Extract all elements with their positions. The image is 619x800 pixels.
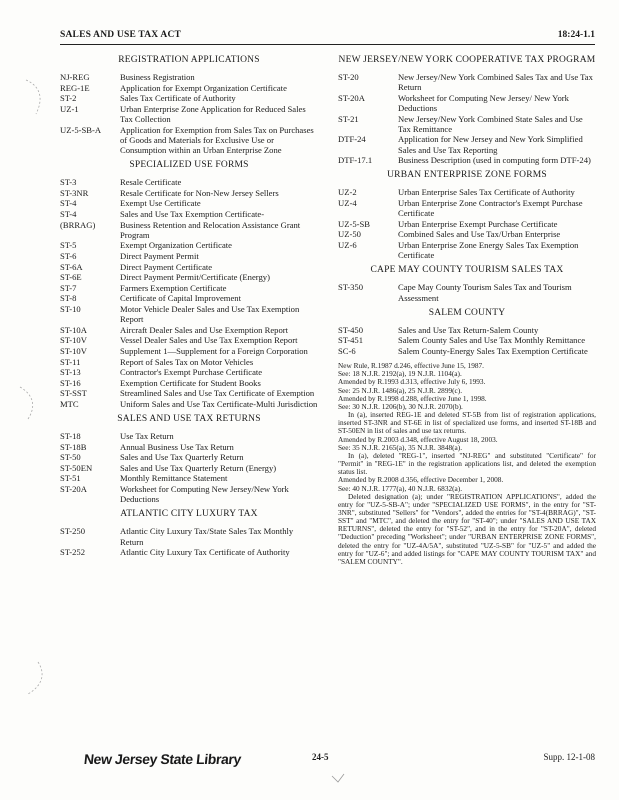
form-description: Report of Sales Tax on Motor Vehicles — [120, 356, 254, 367]
form-code: DTF-24 — [338, 134, 366, 145]
margin-scribble — [330, 772, 346, 786]
form-description: Atlantic City Luxury Tax/State Sales Tax Monthly Return — [120, 526, 294, 547]
form-description: New Jersey/New York Combined State Sales and Use Tax Remittance — [398, 113, 583, 134]
form-entry — [60, 335, 318, 345]
section-heading: SPECIALIZED USE FORMS — [129, 160, 249, 171]
form-entry — [60, 325, 318, 335]
form-code: REG-1E — [60, 82, 90, 93]
form-entry — [60, 283, 318, 293]
form-description: Vessel Dealer Sales and Use Tax Exemption Report — [120, 335, 298, 346]
form-entry — [60, 177, 318, 187]
form-entry — [338, 187, 596, 197]
form-entry — [338, 240, 596, 260]
form-code: ST-4 — [60, 208, 77, 219]
form-code: NJ-REG — [60, 72, 90, 82]
history-note: Deleted designation (a); under "REGISTRATION APPLICATIONS", added the entry for "UZ-5-SB-A"; under "SPECIALIZED USE FORMS", in the entry for "ST-3NR", substituted "Sellers" for "Vendors", added the entries for "ST-4(BRRAG)", "ST-SST" and "MTC", and deleted the entry for "ST-40"; under "SALES AND USE TAX RETURNS", deleted the entry for "ST-52", and in the entry for "ST-20A", deleted "Deduction" preceding "Worksheet"; under "URBAN ENTERPRISE ZONE FORMS", deleted the entry for "UZ-4A/5A", substituted "UZ-5-SB" for "UZ-5" and added the entry for "UZ-6"; and added listings for "CAPE MAY COUNTY TOURISM TAX" and "SALEM COUNTY". — [338, 491, 596, 566]
form-code: ST-20 — [338, 72, 359, 82]
form-entry — [60, 262, 318, 272]
form-entry — [60, 399, 318, 409]
right-column — [338, 50, 596, 566]
form-entry — [60, 357, 318, 367]
form-entry — [60, 72, 318, 82]
history-note: See: 40 N.J.R. 1777(a), 40 N.J.R. 6832(a). — [338, 483, 463, 493]
form-description: Business Description (used in computing form DTF-24) — [398, 155, 591, 166]
form-entry — [338, 346, 596, 356]
form-description: Application for Exempt Organization Certificate — [120, 82, 287, 93]
form-description: Sales and Use Tax Quarterly Return — [120, 452, 244, 463]
page-footer — [60, 749, 595, 779]
supplement-date: Supp. 12-1-08 — [543, 752, 595, 762]
form-description: Sales and Use Tax Exemption Certificate- — [120, 208, 265, 219]
form-description: Farmers Exemption Certificate — [120, 282, 227, 293]
form-code: MTC — [60, 398, 79, 409]
form-entry — [60, 346, 318, 356]
form-description: Business Registration — [120, 72, 195, 82]
form-code: ST-21 — [338, 113, 359, 124]
form-description: Motor Vehicle Dealer Sales and Use Tax Exemption Report — [120, 303, 300, 325]
form-description: Worksheet for Computing New Jersey/New York Deductions — [120, 484, 289, 505]
history-note: See: 25 N.J.R. 1486(a), 25 N.J.R. 2899(c). — [338, 385, 463, 395]
form-description: Cape May County Tourism Sales Tax and Tourism Assessment — [398, 282, 572, 303]
form-description: Sales and Use Tax Return-Salem County — [398, 324, 539, 335]
form-description: Business Retention and Relocation Assistance Grant Program — [120, 219, 301, 240]
form-entry — [60, 547, 318, 557]
form-description: Monthly Remittance Statement — [120, 473, 228, 484]
form-code: ST-13 — [60, 367, 81, 378]
form-entry — [60, 240, 318, 250]
form-code: ST-50 — [60, 452, 81, 463]
section-heading: SALEM COUNTY — [428, 307, 506, 318]
form-code: ST-51 — [60, 473, 81, 484]
form-entry — [60, 388, 318, 398]
form-description: Exempt Organization Certificate — [120, 240, 232, 251]
form-code: ST-50EN — [60, 462, 93, 473]
form-entry — [60, 220, 318, 240]
form-entry — [60, 526, 318, 546]
form-code: ST-16 — [60, 377, 81, 388]
history-note: Amended by R.1998 d.288, effective June 1, 1998. — [338, 393, 487, 403]
form-description: Streamlined Sales and Use Tax Certificate of Exemption — [120, 388, 315, 399]
form-code: ST-20A — [338, 92, 365, 103]
form-entry — [60, 198, 318, 208]
form-entry — [338, 114, 596, 134]
form-code: ST-10A — [60, 324, 87, 335]
form-code: ST-450 — [338, 324, 363, 335]
form-description: Sales and Use Tax Quarterly Return (Energy) — [120, 462, 277, 473]
margin-scribble — [18, 660, 48, 696]
form-entry — [338, 229, 596, 239]
form-code: UZ-5-SB — [338, 218, 370, 229]
form-code: ST-252 — [60, 547, 85, 558]
form-entry — [60, 272, 318, 282]
form-entry — [338, 325, 596, 335]
form-entry — [60, 83, 318, 93]
right-column-lists — [338, 55, 596, 356]
history-note: New Rule, R.1987 d.246, effective June 15, 1987. — [338, 361, 484, 371]
form-entry — [338, 155, 596, 165]
form-description: Salem County Sales and Use Tax Monthly Remittance — [398, 335, 586, 346]
section-heading: ATLANTIC CITY LUXURY TAX — [120, 509, 258, 520]
form-description: Worksheet for Computing New Jersey/ New York Deductions — [398, 92, 569, 113]
form-code: ST-4 — [60, 198, 77, 209]
form-code: ST-250 — [60, 526, 85, 537]
form-description: Combined Sales and Use Tax/Urban Enterprise — [398, 229, 561, 240]
form-code: UZ-4 — [338, 197, 357, 208]
form-entry — [60, 484, 318, 504]
form-code: ST-20A — [60, 484, 87, 495]
form-description: Atlantic City Luxury Tax Certificate of Authority — [120, 547, 290, 558]
form-code: ST-451 — [338, 335, 363, 346]
form-code: UZ-2 — [338, 187, 357, 198]
history-note: In (a), deleted "REG-1", inserted "NJ-REG" and substituted "Certificate" for "Permit" in "REG-1E" in the registration applications list, and deleted the exemption status list. — [338, 450, 596, 477]
form-description: Uniform Sales and Use Tax Certificate-Multi Jurisdiction — [120, 398, 318, 409]
form-entry — [338, 93, 596, 113]
form-entry — [338, 72, 596, 92]
section-heading: URBAN ENTERPRISE ZONE FORMS — [387, 170, 547, 181]
form-code: (BRRAG) — [60, 219, 96, 230]
form-entry — [338, 219, 596, 229]
form-entry — [338, 198, 596, 218]
form-code: ST-11 — [60, 356, 81, 367]
form-code: ST-6 — [60, 250, 77, 261]
form-description: Direct Payment Permit — [120, 250, 199, 261]
form-code: ST-7 — [60, 282, 77, 293]
form-entry — [60, 452, 318, 462]
form-description: Contractor's Exempt Purchase Certificate — [120, 367, 263, 378]
history-note: Amended by R.2008 d.356, effective December 1, 2008. — [338, 475, 504, 485]
history-note: In (a), inserted REG-1E and deleted ST-5B from list of registration applications, inserted ST-3NR and ST-6E in list of specialized use forms, and inserted ST-18B and ST-50EN in list of sales and use tax returns. — [338, 410, 596, 436]
margin-scribble — [18, 78, 48, 118]
form-entry — [60, 431, 318, 441]
form-entry — [60, 188, 318, 198]
history-note: Amended by R.1993 d.313, effective July 6, 1993. — [338, 377, 486, 387]
form-code: UZ-5-SB-A — [60, 124, 102, 135]
form-description: Urban Enterprise Zone Energy Sales Tax Exemption Certificate — [398, 239, 579, 261]
form-description: Aircraft Dealer Sales and Use Exemption Report — [120, 324, 288, 335]
history-note: See: 30 N.J.R. 1206(b), 30 N.J.R. 2070(b). — [338, 401, 463, 411]
form-entry — [60, 251, 318, 261]
form-entry — [60, 473, 318, 483]
form-description: Exempt Use Certificate — [120, 198, 201, 209]
form-description: Supplement 1—Supplement for a Foreign Corporation — [120, 345, 308, 356]
form-code: ST-3NR — [60, 187, 89, 198]
form-description: Salem County-Energy Sales Tax Exemption Certificate — [398, 345, 588, 356]
form-description: Urban Enterprise Exempt Purchase Certificate — [398, 218, 558, 229]
form-code: ST-10V — [60, 335, 87, 346]
running-header — [60, 30, 595, 45]
form-code: DTF-17.1 — [338, 155, 373, 166]
history-note: See: 18 N.J.R. 2192(a), 19 N.J.R. 1104(a). — [338, 369, 462, 379]
left-column — [60, 50, 318, 558]
form-code: ST-18 — [60, 431, 81, 442]
form-code: UZ-6 — [338, 239, 357, 250]
form-entry — [60, 293, 318, 303]
form-code: ST-18B — [60, 441, 87, 452]
form-entry — [60, 209, 318, 219]
form-code: SC-6 — [338, 345, 356, 356]
form-entry — [60, 104, 318, 124]
form-code: UZ-1 — [60, 103, 79, 114]
section-heading: NEW JERSEY/NEW YORK COOPERATIVE TAX PROGRAM — [338, 55, 596, 65]
history-notes — [338, 362, 596, 566]
form-description: New Jersey/New York Combined Sales Tax and Use Tax Return — [398, 72, 593, 93]
form-entry — [60, 125, 318, 156]
library-logo: New Jersey State Library — [83, 751, 242, 767]
form-description: Sales Tax Certificate of Authority — [120, 93, 236, 104]
form-code: ST-10V — [60, 345, 87, 356]
form-code: ST-3 — [60, 177, 77, 188]
form-entry — [60, 442, 318, 452]
form-description: Use Tax Return — [120, 431, 174, 442]
history-note: Amended by R.2003 d.348, effective August 18, 2003. — [338, 434, 498, 444]
form-description: Direct Payment Certificate — [120, 261, 213, 272]
header-section-number: 18:24-1.1 — [557, 30, 595, 40]
form-description: Exemption Certificate for Student Books — [120, 377, 261, 388]
form-description: Application for Exemption from Sales Tax on Purchases of Goods and Materials for Exclusive Use or Consumption within an Urban Enterprise Zone — [120, 124, 314, 155]
section-heading: CAPE MAY COUNTY TOURISM SALES TAX — [370, 265, 564, 276]
form-entry — [60, 93, 318, 103]
form-entry — [60, 304, 318, 324]
form-entry — [60, 378, 318, 388]
form-description: Resale Certificate for Non-New Jersey Sellers — [120, 187, 279, 198]
form-entry — [60, 367, 318, 377]
form-code: ST-10 — [60, 303, 81, 314]
form-code: ST-6A — [60, 261, 83, 272]
form-code: ST-8 — [60, 293, 77, 304]
form-description: Urban Enterprise Sales Tax Certificate of Authority — [398, 187, 575, 198]
section-heading: REGISTRATION APPLICATIONS — [118, 55, 260, 65]
form-entry — [338, 282, 596, 302]
form-entry — [338, 335, 596, 345]
header-title: SALES AND USE TAX ACT — [60, 30, 182, 40]
history-note: See: 35 N.J.R. 2165(a), 35 N.J.R. 3848(a). — [338, 442, 463, 452]
form-code: ST-6E — [60, 272, 82, 283]
form-code: ST-2 — [60, 93, 77, 104]
section-heading: SALES AND USE TAX RETURNS — [117, 414, 261, 425]
form-description: Urban Enterprise Zone Contractor's Exempt Purchase Certificate — [398, 197, 583, 219]
form-description: Resale Certificate — [120, 177, 182, 188]
form-description: Annual Business Use Tax Return — [120, 441, 234, 452]
form-description: Application for New Jersey and New York Simplified Sales and Use Tax Reporting — [398, 134, 583, 155]
form-code: UZ-50 — [338, 229, 361, 240]
form-code: ST-SST — [60, 388, 87, 399]
form-code: ST-5 — [60, 240, 77, 251]
form-entry — [60, 463, 318, 473]
page-number: 24-5 — [312, 752, 329, 762]
form-description: Urban Enterprise Zone Application for Reduced Sales Tax Collection — [120, 103, 306, 124]
form-description: Direct Payment Permit/Certificate (Energy) — [120, 272, 270, 283]
form-entry — [338, 134, 596, 154]
form-description: Certificate of Capital Improvement — [120, 293, 241, 304]
form-code: ST-350 — [338, 282, 363, 293]
margin-scribble — [14, 385, 44, 421]
